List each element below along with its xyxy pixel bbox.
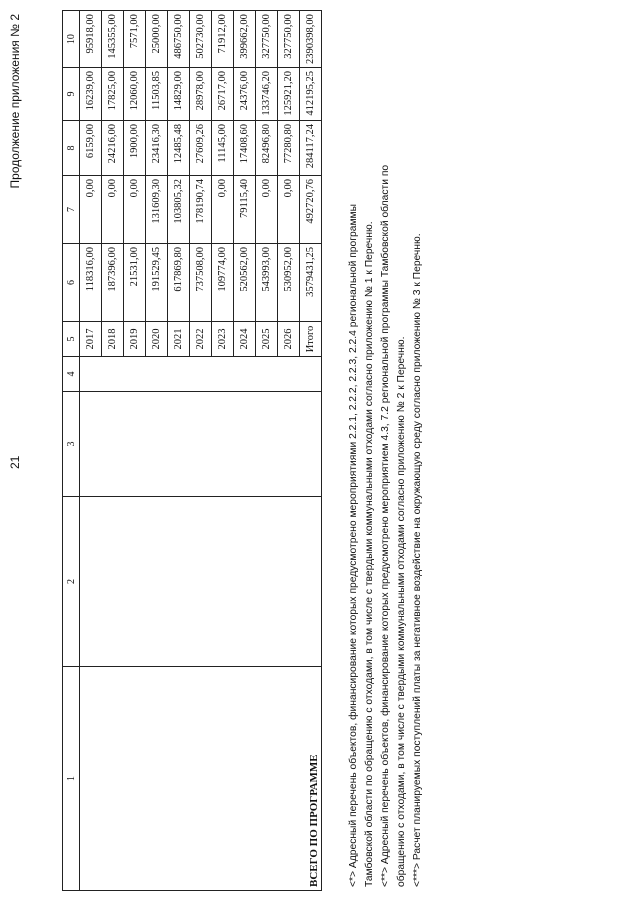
total-row-label: Итого (300, 322, 322, 357)
value-cell: 7571,00 (124, 11, 146, 68)
value-cell: 187396,00 (102, 244, 124, 322)
value-cell: 71912,00 (212, 11, 234, 68)
year-cell: 2021 (168, 322, 190, 357)
year-cell: 2022 (190, 322, 212, 357)
value-cell: 502730,00 (190, 11, 212, 68)
year-cell: 2017 (80, 322, 102, 357)
value-cell: 0,00 (80, 176, 102, 244)
column-number: 2 (63, 497, 80, 667)
value-cell: 118316,00 (80, 244, 102, 322)
column-number: 5 (63, 322, 80, 357)
total-value-cell: 3579431,25 (300, 244, 322, 322)
value-cell: 17408,60 (234, 121, 256, 176)
value-cell: 24216,00 (102, 121, 124, 176)
value-cell: 82496,80 (256, 121, 278, 176)
value-cell: 327750,00 (278, 11, 300, 68)
value-cell: 12060,00 (124, 68, 146, 121)
value-cell: 543993,00 (256, 244, 278, 322)
total-value-cell: 2390398,00 (300, 11, 322, 68)
appendix-continuation-note: Продолжение приложения № 2 (8, 14, 22, 189)
value-cell: 133746,20 (256, 68, 278, 121)
footnote-line: <*> Адресный перечень объектов, финансирование которых предусмотрено мероприятиями 2.2.1, 2.2.2, 2.2.3, 2.2.4 региональной программы (348, 203, 359, 887)
footnote-line: <**> Адресный перечень объектов, финансирование которых предусмотрено мероприятием 4.3, 7.2 региональной программы Тамбовской области по (380, 164, 391, 887)
value-cell: 178190,74 (190, 176, 212, 244)
value-cell: 12485,48 (168, 121, 190, 176)
empty-cell (80, 497, 322, 667)
value-cell: 26717,00 (212, 68, 234, 121)
program-funding-table (62, 10, 322, 891)
table-row (80, 11, 102, 891)
total-value-cell: 492720,76 (300, 176, 322, 244)
value-cell: 95918,00 (80, 11, 102, 68)
value-cell: 327750,00 (256, 11, 278, 68)
value-cell: 399662,00 (234, 11, 256, 68)
value-cell: 27609,26 (190, 121, 212, 176)
footnotes (346, 17, 426, 887)
column-number: 7 (63, 176, 80, 244)
footnote-line: обращению с отходами, в том числе с твердыми коммунальными отходами согласно приложению № 2 к Перечню. (396, 336, 407, 887)
page-number: 21 (8, 455, 22, 469)
column-number: 8 (63, 121, 80, 176)
value-cell: 0,00 (102, 176, 124, 244)
value-cell: 14829,00 (168, 68, 190, 121)
year-cell: 2020 (146, 322, 168, 357)
column-number-row (63, 11, 80, 891)
column-number: 1 (63, 667, 80, 891)
year-cell: 2025 (256, 322, 278, 357)
value-cell: 0,00 (212, 176, 234, 244)
value-cell: 0,00 (124, 176, 146, 244)
total-program-label: ВСЕГО ПО ПРОГРАММЕ (80, 667, 322, 891)
value-cell: 131609,30 (146, 176, 168, 244)
value-cell: 103805,32 (168, 176, 190, 244)
value-cell: 11145,00 (212, 121, 234, 176)
value-cell: 23416,30 (146, 121, 168, 176)
value-cell: 191529,45 (146, 244, 168, 322)
value-cell: 0,00 (278, 176, 300, 244)
column-number: 9 (63, 68, 80, 121)
value-cell: 11503,85 (146, 68, 168, 121)
empty-cell (80, 357, 322, 392)
value-cell: 109774,00 (212, 244, 234, 322)
year-cell: 2026 (278, 322, 300, 357)
value-cell: 6159,00 (80, 121, 102, 176)
total-value-cell: 284117,24 (300, 121, 322, 176)
year-cell: 2023 (212, 322, 234, 357)
value-cell: 145355,00 (102, 11, 124, 68)
column-number: 4 (63, 357, 80, 392)
column-number: 6 (63, 244, 80, 322)
value-cell: 77280,80 (278, 121, 300, 176)
value-cell: 17825,00 (102, 68, 124, 121)
year-cell: 2024 (234, 322, 256, 357)
column-number: 3 (63, 392, 80, 497)
empty-cell (80, 392, 322, 497)
value-cell: 737508,00 (190, 244, 212, 322)
value-cell: 0,00 (256, 176, 278, 244)
value-cell: 1900,00 (124, 121, 146, 176)
value-cell: 520562,00 (234, 244, 256, 322)
value-cell: 125921,20 (278, 68, 300, 121)
value-cell: 21531,00 (124, 244, 146, 322)
value-cell: 79115,40 (234, 176, 256, 244)
value-cell: 617869,80 (168, 244, 190, 322)
year-cell: 2018 (102, 322, 124, 357)
value-cell: 28978,00 (190, 68, 212, 121)
value-cell: 530952,00 (278, 244, 300, 322)
column-number: 10 (63, 11, 80, 68)
value-cell: 25000,00 (146, 11, 168, 68)
footnote-line: Тамбовской области по обращению с отходами, в том числе с твердыми коммунальными отходами согласно приложению № 1 к Перечню. (364, 221, 375, 887)
value-cell: 24376,00 (234, 68, 256, 121)
value-cell: 486750,00 (168, 11, 190, 68)
year-cell: 2019 (124, 322, 146, 357)
total-value-cell: 412195,25 (300, 68, 322, 121)
footnote-line: <***> Расчет планируемых поступлений платы за негативное воздействие на окружающую среду согласно приложению № 3 к Перечню. (412, 233, 423, 887)
value-cell: 16239,00 (80, 68, 102, 121)
